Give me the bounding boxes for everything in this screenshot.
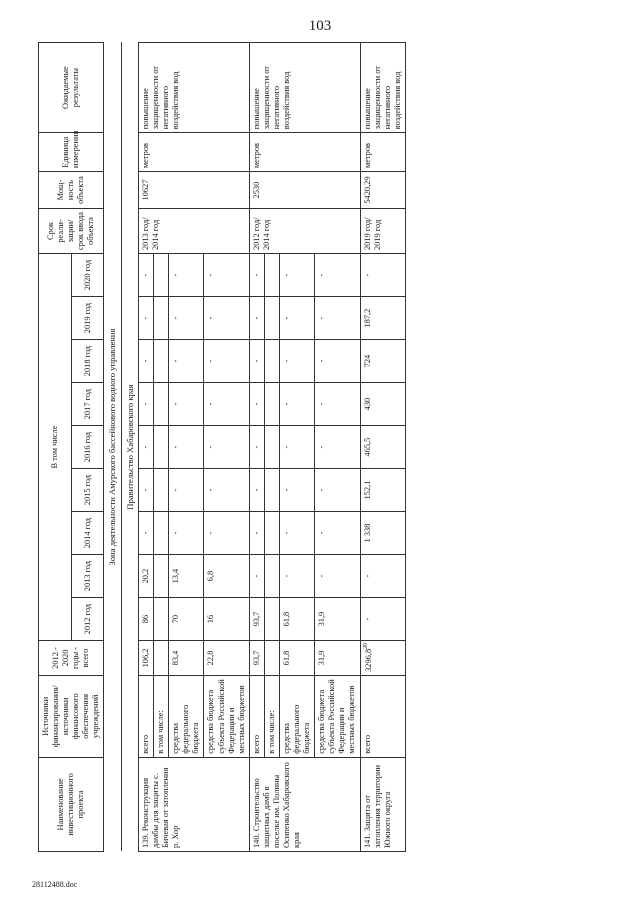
project-capacity: 2530 (249, 172, 360, 209)
year-value (264, 340, 279, 383)
page-number: 103 (308, 18, 332, 34)
section-subheading (121, 43, 138, 852)
year-value: 724 (360, 340, 405, 383)
year-value (264, 598, 279, 641)
year-value: - (139, 469, 154, 512)
header-year: 2016 год (71, 426, 104, 469)
header-in-that: В том числе (39, 254, 72, 641)
table-header (39, 43, 104, 852)
year-value: - (315, 555, 360, 598)
year-value (154, 297, 169, 340)
year-value: - (204, 512, 249, 555)
year-value: - (279, 340, 314, 383)
funding-source: средства федерального бюджета (169, 675, 204, 757)
year-value: 93,7 (249, 598, 264, 641)
project-result: повышение защищенности от негативного воздействия вод (139, 43, 250, 133)
total-value: 31,9 (317, 650, 327, 666)
year-value (264, 383, 279, 426)
header-year: 2012 год (71, 598, 104, 641)
header-year: 2017 год (71, 383, 104, 426)
year-value: - (279, 469, 314, 512)
total-value: 93,7 (251, 650, 261, 666)
total-cell (360, 641, 405, 676)
year-value: - (279, 512, 314, 555)
year-value: - (204, 426, 249, 469)
year-value: - (139, 254, 154, 297)
year-value: - (279, 555, 314, 598)
project-name: 139. Реконструкция дамбы для защиты с. Бичевая от затопления р. Хор (139, 757, 250, 851)
total-value: 22,8 (206, 650, 216, 666)
year-value: - (249, 340, 264, 383)
year-value: - (169, 297, 204, 340)
header-year: 2018 год (71, 340, 104, 383)
year-value: - (139, 383, 154, 426)
project-capacity: 5420,29 (360, 172, 405, 209)
year-value: - (315, 297, 360, 340)
year-value: - (315, 512, 360, 555)
year-value (264, 512, 279, 555)
year-value: - (249, 426, 264, 469)
year-value (154, 598, 169, 641)
project-result: повышение защищенности от негативного воздействия вод (360, 43, 405, 133)
year-value: 31,9 (315, 598, 360, 641)
total-cell (249, 641, 264, 676)
year-value: - (279, 297, 314, 340)
year-value: - (360, 555, 405, 598)
total-cell (169, 641, 204, 676)
year-value: - (204, 383, 249, 426)
year-value: 13,4 (169, 555, 204, 598)
funding-source: средства федерального бюджета (279, 675, 314, 757)
year-value: 20,2 (139, 555, 154, 598)
header-year: 2014 год (71, 512, 104, 555)
header-unit: Единица измерения (39, 133, 104, 172)
investment-projects-table (38, 42, 406, 852)
header-year: 2013 год (71, 555, 104, 598)
project-unit: метров (249, 133, 360, 172)
table-body (104, 43, 405, 852)
header-results: Ожидаемые результаты (39, 43, 104, 133)
year-value: - (360, 598, 405, 641)
year-value: - (169, 512, 204, 555)
project-term: 2019 год/ 2019 год (360, 208, 405, 253)
year-value: 6,8 (204, 555, 249, 598)
header-sources: Источники финансирования/ источники финансового обеспечения учреждений (39, 675, 104, 757)
total-cell (154, 641, 169, 676)
year-value: - (315, 254, 360, 297)
total-cell (264, 641, 279, 676)
total-value: 61,8 (281, 650, 291, 666)
year-value (264, 469, 279, 512)
total-cell (139, 641, 154, 676)
year-value: 430 (360, 383, 405, 426)
year-value: - (315, 340, 360, 383)
funding-source: всего (139, 675, 154, 757)
funding-source: средства бюджета субъекта Российской Федерации и местных бюджетов (315, 675, 360, 757)
footer-document-code: 28112488.doc (32, 880, 78, 889)
footnote-marker: 20 (362, 642, 369, 649)
year-value (154, 426, 169, 469)
funding-source: всего (249, 675, 264, 757)
year-value: - (204, 469, 249, 512)
year-value: - (249, 297, 264, 340)
year-value: - (249, 254, 264, 297)
header-capacity: Мощ-ность объекта (39, 172, 104, 209)
funding-source: в том числе: (264, 675, 279, 757)
year-value: - (360, 254, 405, 297)
year-value: - (169, 469, 204, 512)
year-value: - (169, 383, 204, 426)
year-value (154, 469, 169, 512)
header-total: 2012 - 2020 годы - всего (39, 641, 104, 676)
year-value (154, 254, 169, 297)
year-value: - (279, 426, 314, 469)
table-row (249, 43, 264, 852)
year-value: 61,8 (279, 598, 314, 641)
year-value: - (315, 383, 360, 426)
year-value: 70 (169, 598, 204, 641)
year-value (154, 383, 169, 426)
total-value: 106,2 (141, 648, 151, 668)
funding-source: в том числе: (154, 675, 169, 757)
year-value (264, 254, 279, 297)
rotated-table-container (38, 42, 610, 852)
year-value: - (249, 555, 264, 598)
project-term: 2013 год/ 2014 год (139, 208, 250, 253)
total-cell (315, 641, 360, 676)
year-value (264, 426, 279, 469)
year-value: - (204, 254, 249, 297)
total-value: 3296,8 (363, 648, 373, 672)
year-value: - (139, 340, 154, 383)
year-value: - (315, 426, 360, 469)
year-value: - (139, 426, 154, 469)
project-unit: метров (360, 133, 405, 172)
header-name: Наименование инвестиционного проекта (39, 757, 104, 851)
project-unit: метров (139, 133, 250, 172)
total-value: 83,4 (171, 650, 181, 666)
funding-source: средства бюджета субъекта Российской Федерации и местных бюджетов (204, 675, 249, 757)
project-capacity: 10627 (139, 172, 250, 209)
header-year: 2019 год (71, 297, 104, 340)
year-value: - (139, 297, 154, 340)
project-name: 141. Защита от затопления территории Южного округа (360, 757, 405, 851)
year-value: 187,2 (360, 297, 405, 340)
project-term: 2012 год/ 2014 год (249, 208, 360, 253)
header-year: 2020 год (71, 254, 104, 297)
year-value: - (279, 383, 314, 426)
year-value: - (169, 426, 204, 469)
table-row (360, 43, 405, 852)
year-value: - (315, 469, 360, 512)
section-heading (104, 43, 121, 852)
year-value: 152,1 (360, 469, 405, 512)
year-value: 1 338 (360, 512, 405, 555)
project-name: 140. Строительство защитных дамб в поселке им. Полины Осипенко Хабаровского края (249, 757, 360, 851)
header-term: Срок реали-зации/ срок ввода объекта (39, 208, 104, 253)
table-row (139, 43, 154, 852)
year-value: - (169, 254, 204, 297)
year-value: - (279, 254, 314, 297)
year-value: - (169, 340, 204, 383)
year-value (154, 555, 169, 598)
year-value: - (249, 469, 264, 512)
year-value (264, 297, 279, 340)
year-value: - (204, 297, 249, 340)
total-cell (204, 641, 249, 676)
year-value (264, 555, 279, 598)
year-value: - (204, 340, 249, 383)
funding-source: всего (360, 675, 405, 757)
year-value: 465,5 (360, 426, 405, 469)
total-cell (279, 641, 314, 676)
year-value (154, 340, 169, 383)
year-value (154, 512, 169, 555)
year-value: 86 (139, 598, 154, 641)
year-value: 16 (204, 598, 249, 641)
year-value: - (139, 512, 154, 555)
header-year: 2015 год (71, 469, 104, 512)
project-result: повышение защищенности от негативного воздействия вод (249, 43, 360, 133)
section-subtitle: Правительство Хабаровского края (124, 384, 135, 510)
year-value: - (249, 383, 264, 426)
year-value: - (249, 512, 264, 555)
section-title: Зона деятельности Амурского бассейнового водного управления (107, 328, 118, 566)
